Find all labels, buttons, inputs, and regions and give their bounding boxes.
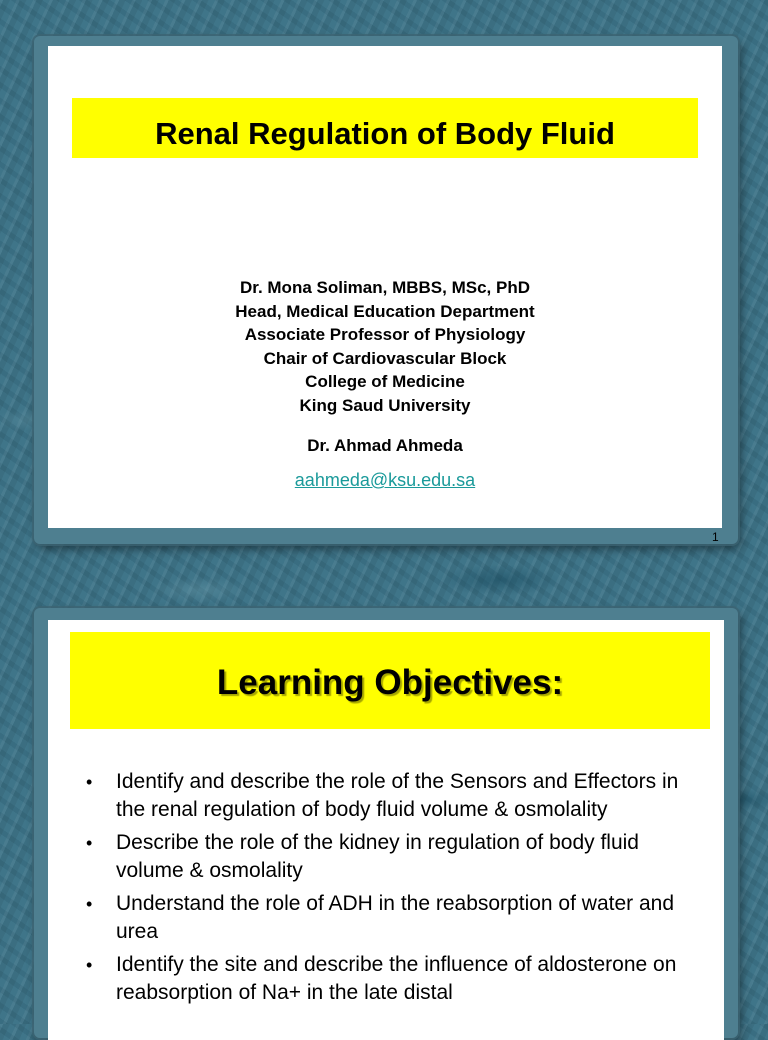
bullet-icon: • bbox=[86, 833, 93, 853]
objective-text: Describe the role of the kidney in regulation of body fluid volume & osmolality bbox=[116, 831, 639, 882]
author-affiliations bbox=[48, 276, 722, 417]
list-item bbox=[86, 890, 696, 946]
objective-text: Identify the site and describe the influence of aldosterone on reabsorption of Na+ in the late distal bbox=[116, 953, 677, 1004]
objectives-list bbox=[86, 768, 696, 1012]
author-line: Chair of Cardiovascular Block bbox=[263, 348, 507, 368]
author-line: College of Medicine bbox=[305, 372, 465, 391]
page-number: 1 bbox=[712, 530, 719, 544]
objective-text: Identify and describe the role of the Sensors and Effectors in the renal regulation of body fluid volume & osmolality bbox=[116, 770, 679, 821]
slide-1 bbox=[48, 46, 722, 528]
email-link[interactable]: aahmeda@ksu.edu.sa bbox=[294, 470, 476, 490]
bullet-icon: • bbox=[86, 772, 93, 792]
slide-2 bbox=[48, 620, 724, 1040]
author-line: Head, Medical Education Department bbox=[235, 301, 535, 321]
slide-1-frame bbox=[34, 36, 738, 544]
list-item bbox=[86, 829, 696, 885]
bullet-icon: • bbox=[86, 955, 93, 975]
slide-2-title-bar bbox=[70, 632, 710, 729]
slide-1-title-bar bbox=[72, 98, 698, 158]
author-line: Dr. Mona Soliman, MBBS, MSc, PhD bbox=[240, 278, 530, 297]
list-item bbox=[86, 768, 696, 824]
bullet-icon: • bbox=[86, 894, 93, 914]
slide-2-title: Learning Objectives: bbox=[216, 663, 564, 702]
slide-2-frame bbox=[34, 608, 738, 1038]
second-author: Dr. Ahmad Ahmeda bbox=[307, 436, 463, 455]
author-line: Associate Professor of Physiology bbox=[244, 325, 526, 344]
objective-text: Understand the role of ADH in the reabsorption of water and urea bbox=[116, 892, 674, 943]
slide-1-title: Renal Regulation of Body Fluid bbox=[155, 116, 615, 151]
author-line: King Saud University bbox=[299, 395, 471, 415]
list-item bbox=[86, 951, 696, 1007]
